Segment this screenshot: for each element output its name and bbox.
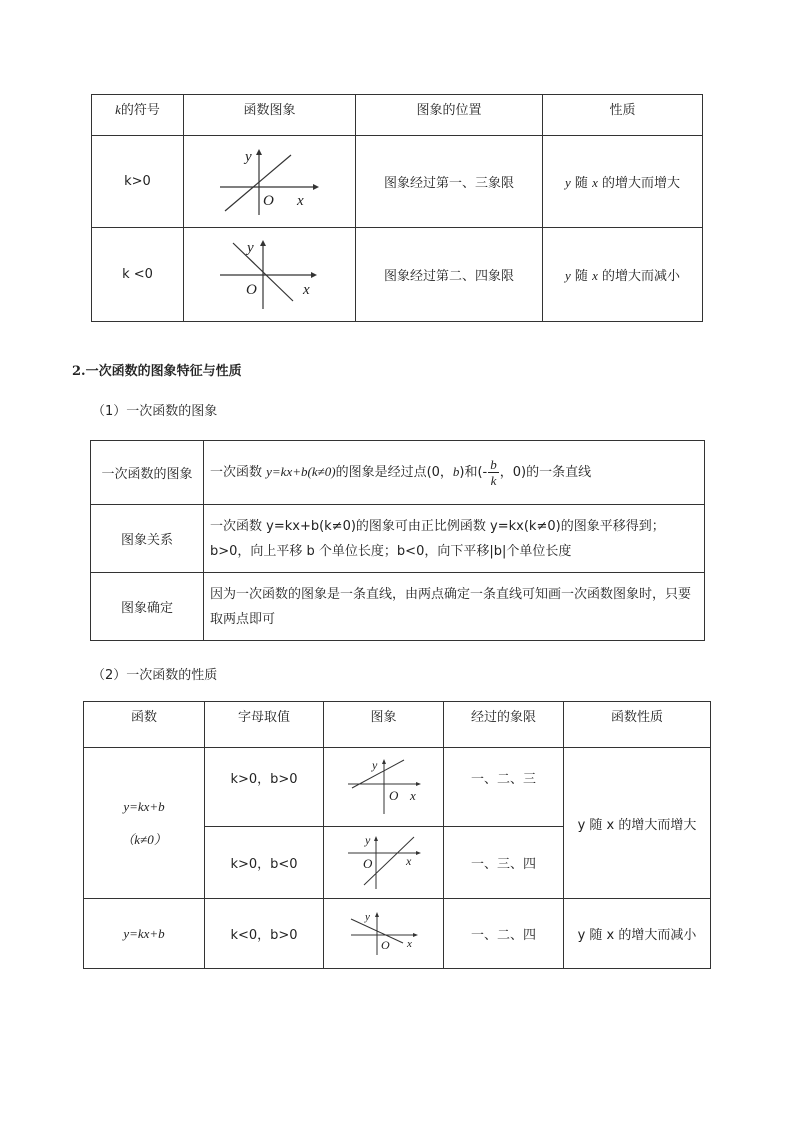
svg-text:y: y <box>364 832 370 847</box>
table-row <box>84 748 711 827</box>
k-sign-cell: k>0 <box>92 136 184 228</box>
table-row <box>91 505 705 573</box>
graph-cell <box>324 899 444 969</box>
table-linear-graph <box>90 440 705 641</box>
condition-cell: k>0，b>0 <box>205 748 324 827</box>
row-label: 一次函数的图象 <box>91 441 204 505</box>
svg-text:y: y <box>244 148 252 165</box>
graph-cell <box>184 136 356 228</box>
graph-k-negative <box>215 239 325 311</box>
fraction-b-over-k: $\frac{b}{k}$ <box>490 457 497 488</box>
header-quadrants: 经过的象限 <box>444 702 564 748</box>
property-cell: y 随 x 的增大而减小 <box>564 899 711 969</box>
graph-kpos-bpos <box>344 758 424 816</box>
svg-text:O: O <box>380 937 390 952</box>
quadrants-cell: 一、二、四 <box>444 899 564 969</box>
header-property: 性质 <box>543 95 703 136</box>
table-linear-properties <box>83 701 711 969</box>
function-cell: y=kx+b （k≠0） <box>84 748 205 899</box>
graph-cell <box>324 827 444 899</box>
header-property: 函数性质 <box>564 702 711 748</box>
row-label: 图象关系 <box>91 505 204 573</box>
header-k-sign: k的符号 <box>92 95 184 136</box>
quadrants-cell: 一、二、三 <box>444 748 564 827</box>
section-title: 2.一次函数的图象特征与性质 <box>72 364 242 379</box>
header-graph: 图象 <box>324 702 444 748</box>
k-sign-cell: k <0 <box>92 228 184 322</box>
graph-cell <box>184 228 356 322</box>
condition-cell: k<0，b>0 <box>205 899 324 969</box>
svg-text:x: x <box>296 192 304 209</box>
svg-text:x: x <box>302 281 310 298</box>
svg-text:y: y <box>246 239 254 256</box>
graph-k-positive <box>215 147 325 217</box>
table-header-row <box>92 95 703 136</box>
table-row <box>91 573 705 641</box>
graph-kneg-bpos <box>347 911 421 957</box>
row-content: 一次函数 y=kx+b(k≠0)的图象可由正比例函数 y=kx(k≠0)的图象平移得到；b>0，向上平移 b 个单位长度；b<0，向下平移|b|个单位长度 <box>204 505 705 573</box>
svg-text:y: y <box>371 758 377 772</box>
svg-text:x: x <box>405 853 411 868</box>
header-graph: 函数图象 <box>184 95 356 136</box>
property-cell: y 随 x 的增大而增大 <box>543 136 703 228</box>
subsection-title: （1）一次函数的图象 <box>92 404 218 419</box>
svg-text:y: y <box>364 910 370 923</box>
header-function: 函数 <box>84 702 205 748</box>
header-position: 图象的位置 <box>356 95 543 136</box>
position-cell: 图象经过第一、三象限 <box>356 136 543 228</box>
graph-cell <box>324 748 444 827</box>
svg-text:O: O <box>362 855 372 871</box>
table-direct-proportion <box>91 94 703 322</box>
table-row <box>91 441 705 505</box>
svg-text:O: O <box>245 281 257 298</box>
property-cell: y 随 x 的增大而增大 <box>564 748 711 899</box>
header-letter-values: 字母取值 <box>205 702 324 748</box>
quadrants-cell: 一、三、四 <box>444 827 564 899</box>
row-content: 一次函数 y=kx+b(k≠0)的图象是经过点(0，b)和(- $\frac{b}{k}$ ，0)的一条直线 <box>204 441 705 505</box>
svg-text:O: O <box>388 788 398 803</box>
table-row <box>84 899 711 969</box>
graph-kpos-bneg <box>344 832 424 891</box>
condition-cell: k>0，b<0 <box>205 827 324 899</box>
svg-text:x: x <box>409 788 416 803</box>
table-row <box>92 136 703 228</box>
table-header-row <box>84 702 711 748</box>
subsection-title: （2）一次函数的性质 <box>92 668 218 683</box>
row-label: 图象确定 <box>91 573 204 641</box>
property-cell: y 随 x 的增大而减小 <box>543 228 703 322</box>
position-cell: 图象经过第二、四象限 <box>356 228 543 322</box>
svg-text:x: x <box>406 937 412 950</box>
svg-text:O: O <box>262 192 274 209</box>
table-row <box>92 228 703 322</box>
function-cell: y=kx+b <box>84 899 205 969</box>
row-content: 因为一次函数的图象是一条直线，由两点确定一条直线可知画一次函数图象时，只要取两点即可 <box>204 573 705 641</box>
